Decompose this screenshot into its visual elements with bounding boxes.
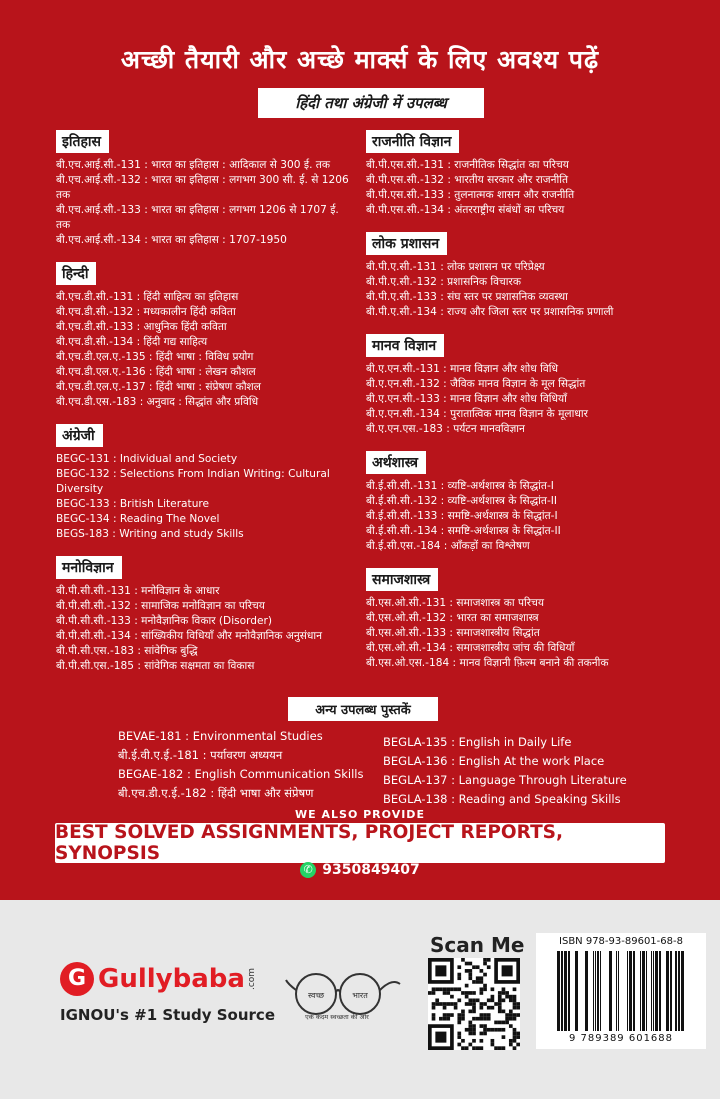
- course-entry: बी.ई.सी.सी.-133 : समष्टि-अर्थशास्त्र के सिद्धांत-I: [366, 510, 558, 522]
- section-right-1: [366, 232, 666, 320]
- qr-code[interactable]: [428, 958, 520, 1050]
- course-entry: बी.ई.सी.सी.-132 : व्यष्टि-अर्थशास्त्र के सिद्धांत-II: [366, 495, 558, 507]
- section-title: मानव विज्ञान: [366, 334, 444, 357]
- course-entry: बी.एच.डी.एल.ए.-137 : हिंदी भाषा : संप्रेषण कौशल: [56, 381, 261, 393]
- other-books-label: अन्य उपलब्ध पुस्तकें: [288, 697, 438, 721]
- course-entry: बी.पी.सी.एस.-183 : सांवेगिक बुद्धि: [56, 645, 198, 657]
- swachh-left-text: स्वच्छ: [307, 991, 325, 1000]
- course-entry: बी.पी.सी.एस.-185 : सांवेगिक सक्षमता का विकास: [56, 660, 255, 672]
- course-entry: BEGS-183 : Writing and study Skills: [56, 528, 244, 540]
- brand-name: Gullybaba: [98, 964, 245, 994]
- whatsapp-icon: ✆: [300, 862, 316, 878]
- course-entry: BEGC-131 : Individual and Society: [56, 453, 238, 465]
- course-entry: बी.एच.आई.सी.-133 : भारत का इतिहास : लगभग 1206 से 1707 ई. तक: [56, 204, 339, 231]
- course-entry: बी.एच.डी.सी.-131 : हिंदी साहित्य का इतिहास: [56, 291, 239, 303]
- course-entry: बी.पी.एस.सी.-131 : राजनीतिक सिद्धांत का परिचय: [366, 159, 569, 171]
- course-entry: बी.एस.ओ.एस.-184 : मानव विज्ञानी फ़िल्म बनाने की तकनीक: [366, 657, 609, 669]
- course-entry: बी.एच.आई.सी.-131 : भारत का इतिहास : आदिकाल से 300 ई. तक: [56, 159, 330, 171]
- course-entry: बी.एच.डी.एल.ए.-136 : हिंदी भाषा : लेखन कौशल: [56, 366, 256, 378]
- section-title: लोक प्रशासन: [366, 232, 447, 255]
- left-column: [56, 130, 356, 688]
- course-entry: BEGC-134 : Reading The Novel: [56, 513, 220, 525]
- course-entry: बी.एस.ओ.सी.-133 : समाजशास्त्रीय सिद्धांत: [366, 627, 540, 639]
- other-book-item: BEGLA-138 : Reading and Speaking Skills: [383, 792, 621, 806]
- section-left-2: [56, 424, 356, 542]
- course-entry: बी.पी.ए.सी.-131 : लोक प्रशासन पर परिप्रेक्ष्य: [366, 261, 545, 273]
- promo-headline: BEST SOLVED ASSIGNMENTS, PROJECT REPORTS, SYNOPSIS: [55, 823, 665, 863]
- isbn-box: [536, 933, 706, 1049]
- course-entry: बी.पी.ए.सी.-132 : प्रशासनिक विचारक: [366, 276, 521, 288]
- provide-label: WE ALSO PROVIDE: [295, 808, 425, 821]
- course-entry: बी.एच.डी.सी.-133 : आधुनिक हिंदी कविता: [56, 321, 227, 333]
- barcode-number: 9 789389 601688: [568, 1033, 674, 1044]
- course-entry: बी.एस.ओ.सी.-134 : समाजशास्त्रीय जांच की विधियाँ: [366, 642, 575, 654]
- other-book-item: BEGLA-135 : English in Daily Life: [383, 735, 572, 749]
- other-books-right: [383, 733, 627, 809]
- course-entry: बी.पी.सी.सी.-131 : मनोविज्ञान के आधार: [56, 585, 220, 597]
- course-entry: बी.पी.सी.सी.-132 : सामाजिक मनोविज्ञान का परिचय: [56, 600, 265, 612]
- course-entry: बी.पी.एस.सी.-133 : तुलनात्मक शासन और राजनीति: [366, 189, 575, 201]
- section-title: हिन्दी: [56, 262, 96, 285]
- section-left-0: [56, 130, 356, 248]
- section-right-2: [366, 334, 666, 437]
- section-left-1: [56, 262, 356, 410]
- course-entry: बी.एस.ओ.सी.-132 : भारत का समाजशास्त्र: [366, 612, 539, 624]
- section-title: समाजशास्त्र: [366, 568, 438, 591]
- gullybaba-logo: [60, 962, 263, 996]
- course-entry: बी.एच.डी.एस.-183 : अनुवाद : सिद्धांत और प्रविधि: [56, 396, 259, 408]
- course-entry: BEGC-132 : Selections From Indian Writing: Cultural Diversity: [56, 468, 330, 495]
- course-entry: बी.ई.सी.सी.-134 : समष्टि-अर्थशास्त्र के सिद्धांत-II: [366, 525, 561, 537]
- isbn-text: ISBN 978-93-89601-68-8: [559, 936, 683, 947]
- other-book-item: BEVAE-181 : Environmental Studies: [118, 729, 323, 743]
- course-entry: बी.पी.एस.सी.-134 : अंतरराष्ट्रीय संबंधों का परिचय: [366, 204, 565, 216]
- course-entry: बी.पी.सी.सी.-134 : सांख्यिकीय विधियाँ और मनोवैज्ञानिक अनुसंधान: [56, 630, 323, 642]
- course-entry: बी.ए.एन.एस.-183 : पर्यटन मानवविज्ञान: [366, 423, 525, 435]
- other-book-item: BEGAE-182 : English Communication Skills: [118, 767, 364, 781]
- scan-me-label: Scan Me: [430, 933, 525, 957]
- section-right-4: [366, 568, 666, 671]
- course-entry: बी.ई.सी.सी.-131 : व्यष्टि-अर्थशास्त्र के सिद्धांत-I: [366, 480, 554, 492]
- course-entry: बी.एच.डी.एल.ए.-135 : हिंदी भाषा : विविध प्रयोग: [56, 351, 254, 363]
- course-entry: बी.पी.सी.सी.-133 : मनोवैज्ञानिक विकार (Disorder): [56, 615, 273, 627]
- phone-number[interactable]: [0, 862, 720, 878]
- section-title: राजनीति विज्ञान: [366, 130, 459, 153]
- course-entry: बी.पी.एस.सी.-132 : भारतीय सरकार और राजनीति: [366, 174, 569, 186]
- course-entry: बी.पी.ए.सी.-134 : राज्य और जिला स्तर पर प्रशासनिक प्रणाली: [366, 306, 614, 318]
- section-right-3: [366, 451, 666, 554]
- course-entry: बी.पी.ए.सी.-133 : संघ स्तर पर प्रशासनिक व्यवस्था: [366, 291, 568, 303]
- course-entry: बी.ए.एन.सी.-133 : मानव विज्ञान और शोध विधियाँ: [366, 393, 567, 405]
- course-entry: बी.एच.आई.सी.-134 : भारत का इतिहास : 1707-1950: [56, 234, 287, 246]
- section-right-0: [366, 130, 666, 218]
- other-book-item: बी.ई.वी.ए.ई.-181 : पर्यावरण अध्ययन: [118, 748, 283, 762]
- other-book-item: BEGLA-136 : English At the work Place: [383, 754, 605, 768]
- availability-badge: हिंदी तथा अंग्रेजी में उपलब्ध: [258, 88, 484, 118]
- section-title: इतिहास: [56, 130, 109, 153]
- course-entry: BEGC-133 : British Literature: [56, 498, 210, 510]
- right-column: [366, 130, 666, 685]
- section-left-3: [56, 556, 356, 674]
- section-title: अंग्रेजी: [56, 424, 103, 447]
- phone-text: 9350849407: [322, 862, 420, 878]
- course-entry: बी.एस.ओ.सी.-131 : समाजशास्त्र का परिचय: [366, 597, 544, 609]
- section-title: अर्थशास्त्र: [366, 451, 426, 474]
- other-book-item: बी.एच.डी.ए.ई.-182 : हिंदी भाषा और संप्रेषण: [118, 786, 314, 800]
- brand-suffix: .com: [246, 967, 257, 991]
- course-entry: बी.एच.डी.सी.-132 : मध्यकालीन हिंदी कविता: [56, 306, 236, 318]
- course-entry: बी.एच.आई.सी.-132 : भारत का इतिहास : लगभग 300 सी. ई. से 1206 तक: [56, 174, 349, 201]
- section-title: मनोविज्ञान: [56, 556, 122, 579]
- course-entry: बी.ए.एन.सी.-134 : पुरातात्विक मानव विज्ञान के मूलाधार: [366, 408, 588, 420]
- swachh-right-text: भारत: [352, 991, 368, 1000]
- other-books-left: [118, 727, 364, 803]
- page-title: अच्छी तैयारी और अच्छे मार्क्स के लिए अवश्य पढ़ें: [120, 45, 600, 74]
- swachh-tagline: एक कदम स्वच्छता की ओर: [305, 1013, 369, 1021]
- brand-tagline: IGNOU's #1 Study Source: [60, 1006, 275, 1024]
- other-book-item: BEGLA-137 : Language Through Literature: [383, 773, 627, 787]
- course-entry: बी.ए.एन.सी.-131 : मानव विज्ञान और शोध विधि: [366, 363, 559, 375]
- logo-mark: G: [60, 962, 94, 996]
- course-entry: बी.एच.डी.सी.-134 : हिंदी गद्य साहित्य: [56, 336, 208, 348]
- course-entry: बी.ए.एन.सी.-132 : जैविक मानव विज्ञान के मूल सिद्धांत: [366, 378, 586, 390]
- barcode: [544, 951, 698, 1033]
- course-entry: बी.ई.सी.एस.-184 : आँकड़ों का विश्लेषण: [366, 540, 530, 552]
